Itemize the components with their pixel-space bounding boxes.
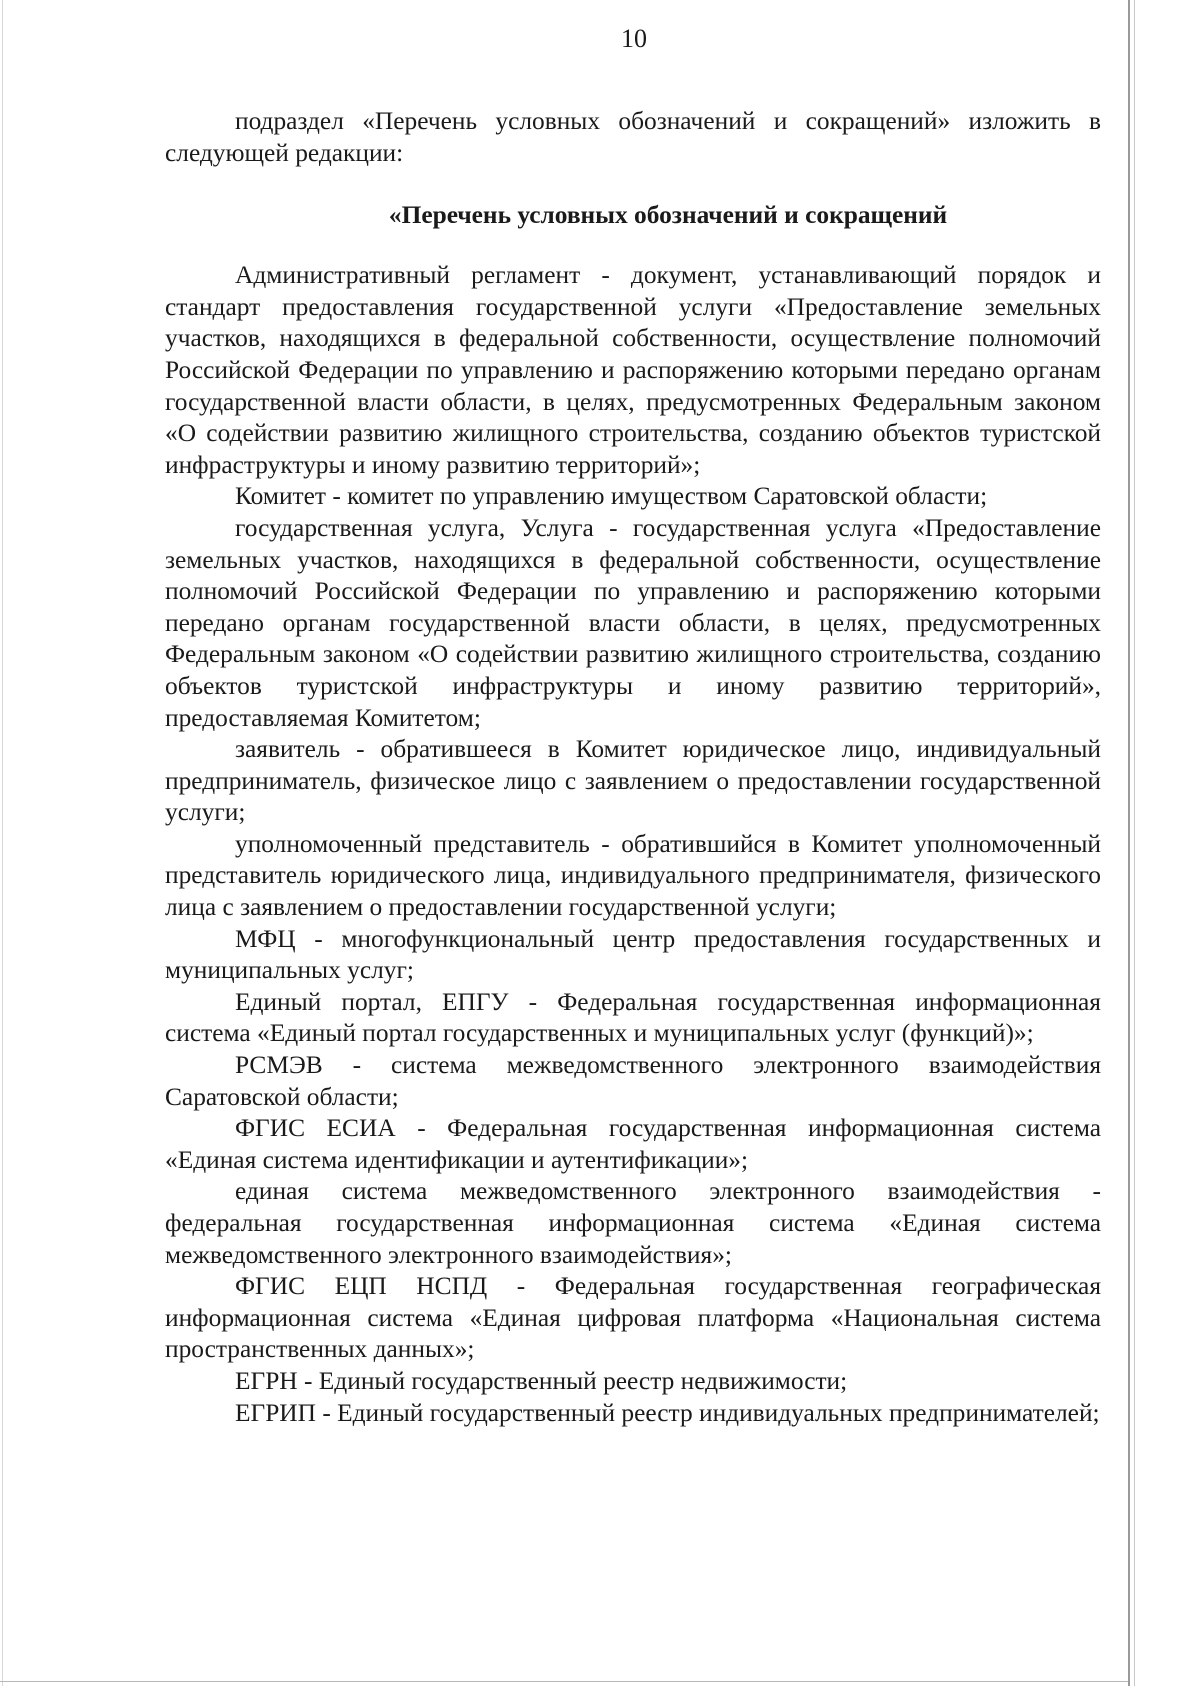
intro-paragraph: подраздел «Перечень условных обозначений и сокращений» изложить в следующей редакции: [165,107,1101,167]
definition-paragraph: государственная услуга, Услуга - государственная услуга «Предоставление земельных участков, находящихся в федеральной собственности, осуществление полномочий Российской Федерации по управлению и распоряжению которыми передано органам государственной власти области, в целях, предусмотренных Федеральным законом «О содействии развитию жилищного строительства, созданию объектов туристской инфраструктуры и иному развитию территорий», предоставляемая Комитетом; [165,513,1101,732]
definition-paragraph: Единый портал, ЕПГУ - Федеральная государственная информационная система «Единый портал государственных и муниципальных услуг (функций)»; [165,987,1101,1048]
definition-paragraph: РСМЭВ - система межведомственного электронного взаимодействия Саратовской области; [165,1051,1101,1111]
definition-paragraph: единая система межведомственного электронного взаимодействия - федеральная государственная информационная система «Единая система межведомственного электронного взаимодействия»; [165,1177,1101,1269]
page-number: 10 [621,24,647,53]
definition-paragraph: Административный регламент - документ, устанавливающий порядок и стандарт предоставления государственной услуги «Предоставление земельных участков, находящихся в федеральной собственности, осуществление полномочий Российской Федерации по управлению и распоряжению которыми передано органам государственной власти области, в целях, предусмотренных Федеральным законом «О содействии развитию жилищного строительства, созданию объектов туристской инфраструктуры и иному развитию территорий»; [165,261,1101,479]
definition-paragraph: Комитет - комитет по управлению имуществом Саратовской области; [235,482,988,511]
definition-paragraph: ФГИС ЕЦП НСПД - Федеральная государственная географическая информационная система «Единая цифровая платформа «Национальная система пространственных данных»; [165,1272,1101,1364]
section-heading: «Перечень условных обозначений и сокращений [388,201,948,230]
definition-paragraph: ЕГРН - Единый государственный реестр недвижимости; [235,1366,848,1395]
definition-paragraph: уполномоченный представитель - обратившийся в Комитет уполномоченный представитель юридического лица, индивидуального предпринимателя, физического лица с заявлением о предоставлении государственной услуги; [165,829,1101,922]
definition-paragraph: ЕГРИП - Единый государственный реестр индивидуальных предпринимателей; [235,1398,1100,1427]
definition-paragraph: МФЦ - многофункциональный центр предоставления государственных и муниципальных услуг; [165,924,1101,985]
scan-edge-left [2,0,3,1686]
definition-paragraph: ФГИС ЕСИА - Федеральная государственная информационная система «Единая система идентификации и аутентификации»; [165,1114,1101,1174]
scan-edge-right [1128,0,1130,1686]
scan-edge-right-inner [1134,0,1135,1686]
document-body [165,106,1101,1429]
definition-paragraph: заявитель - обратившееся в Комитет юридическое лицо, индивидуальный предприниматель, физическое лицо с заявлением о предоставлении государственной услуги; [165,735,1101,827]
scan-edge-bottom [0,1681,1128,1682]
